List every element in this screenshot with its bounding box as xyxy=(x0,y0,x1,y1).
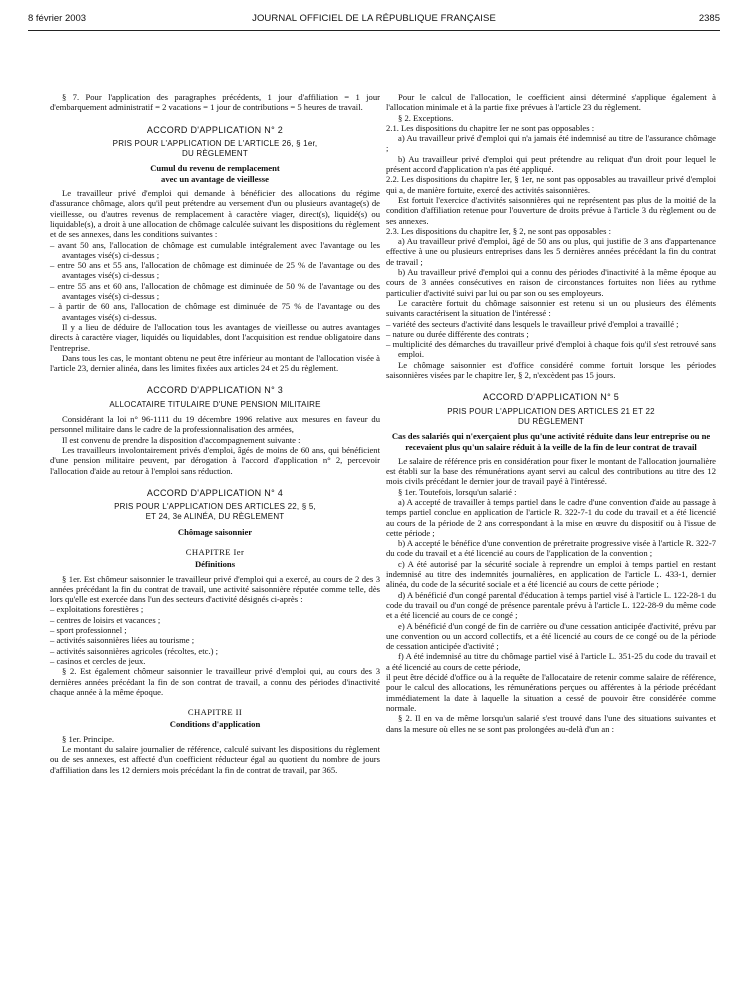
paragraph: b) A accepté le bénéfice d'une convention de préretraite progressive visée à l'article R. 322-7 du code du travail et a été licencié au cours de l'application de la convention ; xyxy=(386,538,716,559)
paragraph: a) Au travailleur privé d'emploi, âgé de 50 ans ou plus, qui justifie de 3 ans d'appartenance effective à une ou plusieurs entreprises dans les 5 dernières années précédant la fin du contrat de travail ; xyxy=(386,236,716,267)
list-item: – exploitations forestières ; xyxy=(50,604,144,615)
paragraph: Les travailleurs involontairement privés d'emploi, âgés de moins de 60 ans, qui bénéficient d'une pension militaire peuvent, par dérogation à l'accord d'application n° 2, percevoir l'allocation d'aide au retour à l'emploi sans réduction. xyxy=(50,444,380,476)
paragraph: Le travailleur privé d'emploi qui demande à bénéficier des allocations du régime d'assurance chômage, alors qu'il peut prétendre au versement d'un ou plusieurs avantage(s) de vieillesse, ou d'autres revenus de remplacement à caractère viager, direct(s), liquidé(s) ou liquidable(s), a droit à une allocation de chômage calculée suivant les dispositions du règlement et de ses annexes, dans les conditions suivantes : xyxy=(50,188,380,240)
paragraph: § 1er. Est chômeur saisonnier le travailleur privé d'emploi qui a exercé, au cours de 2 des 3 années précédant la fin du contrat de travail, une activité saisonnière réputée comme telle, dès lors qu'elle est exercée dans l'un des secteurs d'activité désignés ci-après : xyxy=(50,573,380,605)
paragraph: e) A bénéficié d'un congé de fin de carrière ou d'une cessation anticipée d'activité, prévu par une convention ou un accord collectifs, et a été licencié au cours de ce congé ou de la période de cessation anticipée d'activité ; xyxy=(386,620,716,652)
paragraph: § 1er. Principe. xyxy=(62,733,115,744)
list-item: – entre 50 ans et 55 ans, l'allocation de chômage est diminuée de 25 % de l'avantage ou des avantages visé(s) ci-dessus ; xyxy=(50,260,380,281)
list-item: – entre 55 ans et 60 ans, l'allocation de chômage est diminuée de 50 % de l'avantage ou des avantages visé(s) ci-dessus ; xyxy=(50,280,380,302)
paragraph: Est fortuit l'exercice d'activités saisonnières qui ne représentent pas plus de la moitié de la condition d'affiliation retenue pour l'ouverture de droits prévue à l'article 3 du règlement ou de ses annexes. xyxy=(386,194,716,226)
paragraph: Dans tous les cas, le montant obtenu ne peut être inférieur au montant de l'allocation visée à l'article 23, dernier alinéa, dans les limites fixées aux articles 24 et 25 du règlement. xyxy=(50,352,380,374)
journal-title: JOURNAL OFFICIEL DE LA RÉPUBLIQUE FRANÇAISE xyxy=(252,13,496,24)
paragraph: Pour le calcul de l'allocation, le coefficient ainsi déterminé s'applique également à l'allocation minimale et à la partie fixe prévues à l'article 23 du règlement. xyxy=(386,92,716,113)
accord-2-heading-1: Cumul du revenu de remplacement xyxy=(150,163,280,174)
chapter-1-heading: Définitions xyxy=(194,559,236,570)
list-item: – nature ou durée différente des contrats ; xyxy=(386,328,529,339)
paragraph: Il est convenu de prendre la disposition d'accompagnement suivante : xyxy=(62,434,301,445)
page-header xyxy=(28,13,720,27)
paragraph: 2.1. Les dispositions du chapitre Ier ne sont pas opposables : xyxy=(386,122,595,133)
accord-2-title: ACCORD D'APPLICATION N° 2 xyxy=(146,124,284,135)
left-column xyxy=(50,92,380,775)
paragraph: § 7. Pour l'application des paragraphes précédents, 1 jour d'affiliation = 1 jour d'embarquement administratif = 2 vacations = 1 jour de contributions = 5 heures de travail. xyxy=(50,92,380,113)
accord-4-heading: Chômage saisonnier xyxy=(177,526,253,537)
paragraph: Le montant du salaire journalier de référence, calculé suivant les dispositions du règlement ou de ses annexes, est affecté d'un coefficient réducteur égal au quotient du nombre de jours d'affiliation dans les 12 derniers mois précédant la fin de contrat de travail, par 365. xyxy=(50,744,380,775)
accord-2-subtitle-1: PRIS POUR L'APPLICATION DE L'ARTICLE 26, § 1er, xyxy=(112,138,318,148)
paragraph: § 2. Exceptions. xyxy=(398,112,454,123)
accord-5-subtitle-2: DU RÈGLEMENT xyxy=(518,416,584,426)
list-item: – à partir de 60 ans, l'allocation de chômage est diminuée de 75 % de l'avantage ou des avantages visé(s) ci-dessus. xyxy=(50,301,380,322)
paragraph: f) A été indemnisé au titre du chômage partiel visé à l'article L. 351-25 du code du travail et a été licencié au cours de cette période, xyxy=(386,651,716,672)
paragraph: b) Au travailleur privé d'emploi qui a connu des périodes d'inactivité à la même époque au cours de 3 années consécutives en raison de circonstances fortuites non liées au rythme particulier d'activité suivi par lui ou par son ou ses employeurs. xyxy=(386,267,716,298)
paragraph: b) Au travailleur privé d'emploi qui peut prétendre au reliquat d'un droit pour lequel le présent accord d'application n'a pas été appliqué. xyxy=(386,153,716,175)
paragraph: 2.2. Les dispositions du chapitre Ier, § 1er, ne sont pas opposables au travailleur privé d'emploi qui a, de manière fortuite, exercé des activités saisonnières. xyxy=(386,174,716,195)
accord-5-title: ACCORD D'APPLICATION N° 5 xyxy=(482,392,620,403)
list-item: – activités saisonnières agricoles (récoltes, etc.) ; xyxy=(50,645,218,656)
chapter-2-title: CHAPITRE II xyxy=(187,707,243,718)
paragraph: § 1er. Toutefois, lorsqu'un salarié : xyxy=(398,486,517,497)
paragraph: § 2. Il en va de même lorsqu'un salarié s'est trouvé dans l'une des situations suivantes et dans la mesure où elles ne se sont pas prolongées au-delà d'un an : xyxy=(386,713,716,734)
paragraph: Considérant la loi n° 96-1111 du 19 décembre 1996 relative aux mesures en faveur du personnel militaire dans le cadre de la professionnalisation des armées, xyxy=(50,414,380,435)
list-item: – centres de loisirs et vacances ; xyxy=(50,614,161,625)
accord-2-heading-2: avec un avantage de vieillesse xyxy=(161,173,269,184)
accord-3-subtitle: ALLOCATAIRE TITULAIRE D'UNE PENSION MILITAIRE xyxy=(109,399,321,409)
accord-3-title: ACCORD D'APPLICATION N° 3 xyxy=(146,385,284,396)
list-item: – variété des secteurs d'activité dans lesquels le travailleur privé d'emploi a travaillé ; xyxy=(386,318,679,329)
header-rule xyxy=(28,30,720,31)
paragraph: § 2. Est également chômeur saisonnier le travailleur privé d'emploi qui, au cours des 3 dernières années précédant la fin de son contrat de travail, a connu des périodes d'inactivité chaque année à la même époque. xyxy=(50,666,380,697)
accord-4-title: ACCORD D'APPLICATION N° 4 xyxy=(146,487,284,498)
right-column xyxy=(386,92,716,734)
list-item: – avant 50 ans, l'allocation de chômage est cumulable intégralement avec l'avantage ou les avantages visé(s) ci-dessus ; xyxy=(50,239,380,260)
paragraph: c) A été autorisé par la sécurité sociale à reprendre un emploi à temps partiel en restant indemnisé au titre des indemnités journalières, en application de l'article L. 433-1, dernier alinéa, du code de la sécurité sociale et a été licencié au cours de cette période ; xyxy=(386,558,716,590)
list-item: – casinos et cercles de jeux. xyxy=(50,655,146,666)
paragraph: a) Au travailleur privé d'emploi qui n'a jamais été indemnisé au titre de l'assurance chômage ; xyxy=(386,133,716,154)
chapter-2-heading: Conditions d'application xyxy=(169,719,261,730)
paragraph: a) A accepté de travailler à temps partiel dans le cadre d'une convention d'aide au passage à temps partiel conclue en application de l'article R. 322-7-1 du code du travail et a été licencié au cours de la période de 2 ans correspondant à la mise en œuvre du dispositif ou à l'issue de cette période ; xyxy=(386,496,716,538)
paragraph: il peut être décidé d'office ou à la requête de l'allocataire de retenir comme salaire de référence, pour le calcul des allocations, les rémunérations perçues ou afférentes à la période précédant immédiatement la date à laquelle la situation a cessé de pouvoir être considérée comme normale. xyxy=(386,672,716,713)
paragraph: Le caractère fortuit du chômage saisonnier est retenu si un ou plusieurs des éléments suivants caractérisent la situation de l'intéressé : xyxy=(386,297,716,319)
accord-4-subtitle-2: ET 24, 3e ALINÉA, DU RÈGLEMENT xyxy=(145,512,285,522)
accord-5-heading: Cas des salariés qui n'exerçaient plus qu'une activité réduite dans leur entreprise ou ne recevaient plus qu'un salaire réduit à la veille de la fin de leur contrat de travail xyxy=(391,431,711,452)
accord-2-subtitle-2: DU RÈGLEMENT xyxy=(182,149,248,159)
accord-5-subtitle-1: PRIS POUR L'APPLICATION DES ARTICLES 21 ET 22 xyxy=(447,406,655,416)
accord-4-subtitle-1: PRIS POUR L'APPLICATION DES ARTICLES 22, § 5, xyxy=(114,502,316,512)
header-date: 8 février 2003 xyxy=(28,13,87,24)
paragraph: Le salaire de référence pris en considération pour fixer le montant de l'allocation journalière est établi sur la base des rémunérations ayant servi au calcul des contributions au titre des 12 mois civils précédant le dernier jour de travail payé à l'intéressé. xyxy=(386,455,716,487)
page-number: 2385 xyxy=(698,13,720,24)
list-item: – sport professionnel ; xyxy=(50,625,127,636)
paragraph: Il y a lieu de déduire de l'allocation tous les avantages de vieillesse ou autres avantages directs à caractère viager, liquidés ou liquidables, dont l'acquisition est rendue obligatoire dans l'entreprise. xyxy=(50,321,380,353)
paragraph: 2.3. Les dispositions du chapitre Ier, § 2, ne sont pas opposables : xyxy=(386,225,611,236)
list-item: – activités saisonnières liées au tourisme ; xyxy=(50,635,195,646)
list-item: – multiplicité des démarches du travailleur privé d'emploi à chaque fois qu'il s'est retrouvé sans emploi. xyxy=(386,339,716,360)
paragraph: Le chômage saisonnier est d'office considéré comme fortuit lorsque les périodes saisonnières visées par le chapitre Ier, § 2, n'excèdent pas 15 jours. xyxy=(386,359,716,381)
paragraph: d) A bénéficié d'un congé parental d'éducation à temps partiel visé à l'article L. 122-28-1 du code du travail ou d'un congé de présence parentale prévu à l'article L. 122-28-9 du même code et a été licencié au cours de ce congé ; xyxy=(386,589,716,621)
chapter-1-title: CHAPITRE Ier xyxy=(185,546,245,557)
